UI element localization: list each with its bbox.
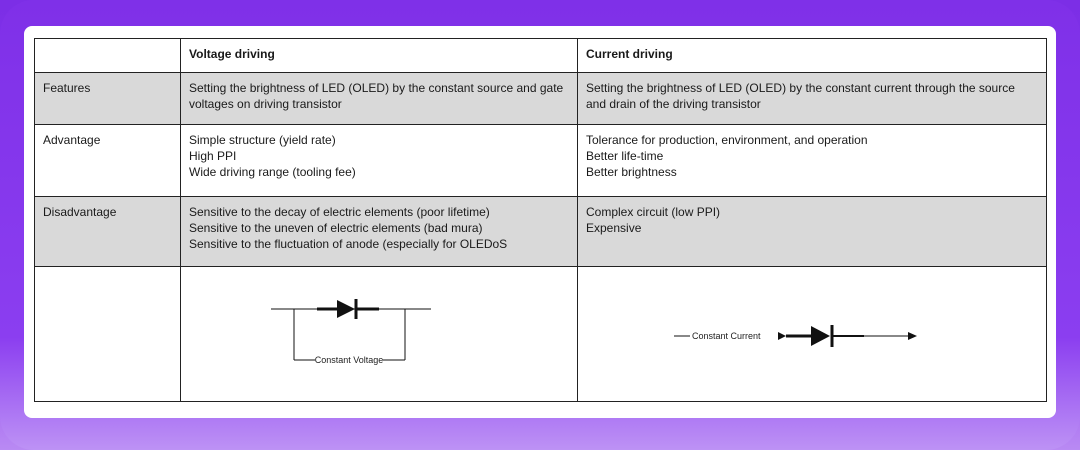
table-row-advantage bbox=[35, 125, 1047, 197]
comparison-table bbox=[34, 38, 1047, 402]
constant-current-label: Constant Current bbox=[692, 331, 761, 341]
disadvantage-voltage-cell bbox=[181, 197, 578, 267]
cell-line: Setting the brightness of LED (OLED) by the constant source and gate bbox=[189, 81, 564, 95]
diagram-empty-cell bbox=[35, 267, 181, 402]
cell-line: Sensitive to the decay of electric elements (poor lifetime) bbox=[189, 205, 490, 219]
features-voltage-cell bbox=[181, 73, 578, 125]
disadvantage-current-cell bbox=[578, 197, 1047, 267]
header-current-driving: Current driving bbox=[578, 39, 1047, 73]
row-label-features: Features bbox=[35, 73, 181, 125]
cell-line: voltages on driving transistor bbox=[189, 97, 342, 111]
constant-voltage-diagram bbox=[181, 267, 578, 397]
arrow-icon bbox=[908, 332, 917, 340]
table-row-disadvantage bbox=[35, 197, 1047, 267]
voltage-diagram-cell bbox=[181, 267, 578, 402]
header-empty-cell bbox=[35, 39, 181, 73]
constant-current-diagram bbox=[578, 267, 1047, 397]
cell-line: Wide driving range (tooling fee) bbox=[189, 165, 356, 179]
cell-line: Sensitive to the fluctuation of anode (especially for OLEDoS bbox=[189, 237, 508, 251]
cell-line: Better brightness bbox=[586, 165, 677, 179]
table-row-features bbox=[35, 73, 1047, 125]
advantage-voltage-cell bbox=[181, 125, 578, 197]
arrow-icon bbox=[778, 332, 786, 340]
cell-line: High PPI bbox=[189, 149, 237, 163]
cell-line: Sensitive to the uneven of electric elements (bad mura) bbox=[189, 221, 483, 235]
cell-line: Setting the brightness of LED (OLED) by the constant current through the source bbox=[586, 81, 1015, 95]
cell-line: Tolerance for production, environment, and operation bbox=[586, 133, 868, 147]
cell-line: Better life-time bbox=[586, 149, 664, 163]
current-diagram-cell bbox=[578, 267, 1047, 402]
table-row-diagrams bbox=[35, 267, 1047, 402]
cell-line: Complex circuit (low PPI) bbox=[586, 205, 721, 219]
advantage-current-cell bbox=[578, 125, 1047, 197]
cell-line: Simple structure (yield rate) bbox=[189, 133, 336, 147]
header-row bbox=[35, 39, 1047, 73]
diode-icon bbox=[811, 326, 830, 346]
diode-icon bbox=[337, 300, 355, 318]
features-current-cell bbox=[578, 73, 1047, 125]
header-voltage-driving: Voltage driving bbox=[181, 39, 578, 73]
cell-line: and drain of the driving transistor bbox=[586, 97, 761, 111]
row-label-advantage: Advantage bbox=[35, 125, 181, 197]
constant-voltage-label: Constant Voltage bbox=[314, 355, 384, 365]
row-label-disadvantage: Disadvantage bbox=[35, 197, 181, 267]
cell-line: Expensive bbox=[586, 221, 642, 235]
